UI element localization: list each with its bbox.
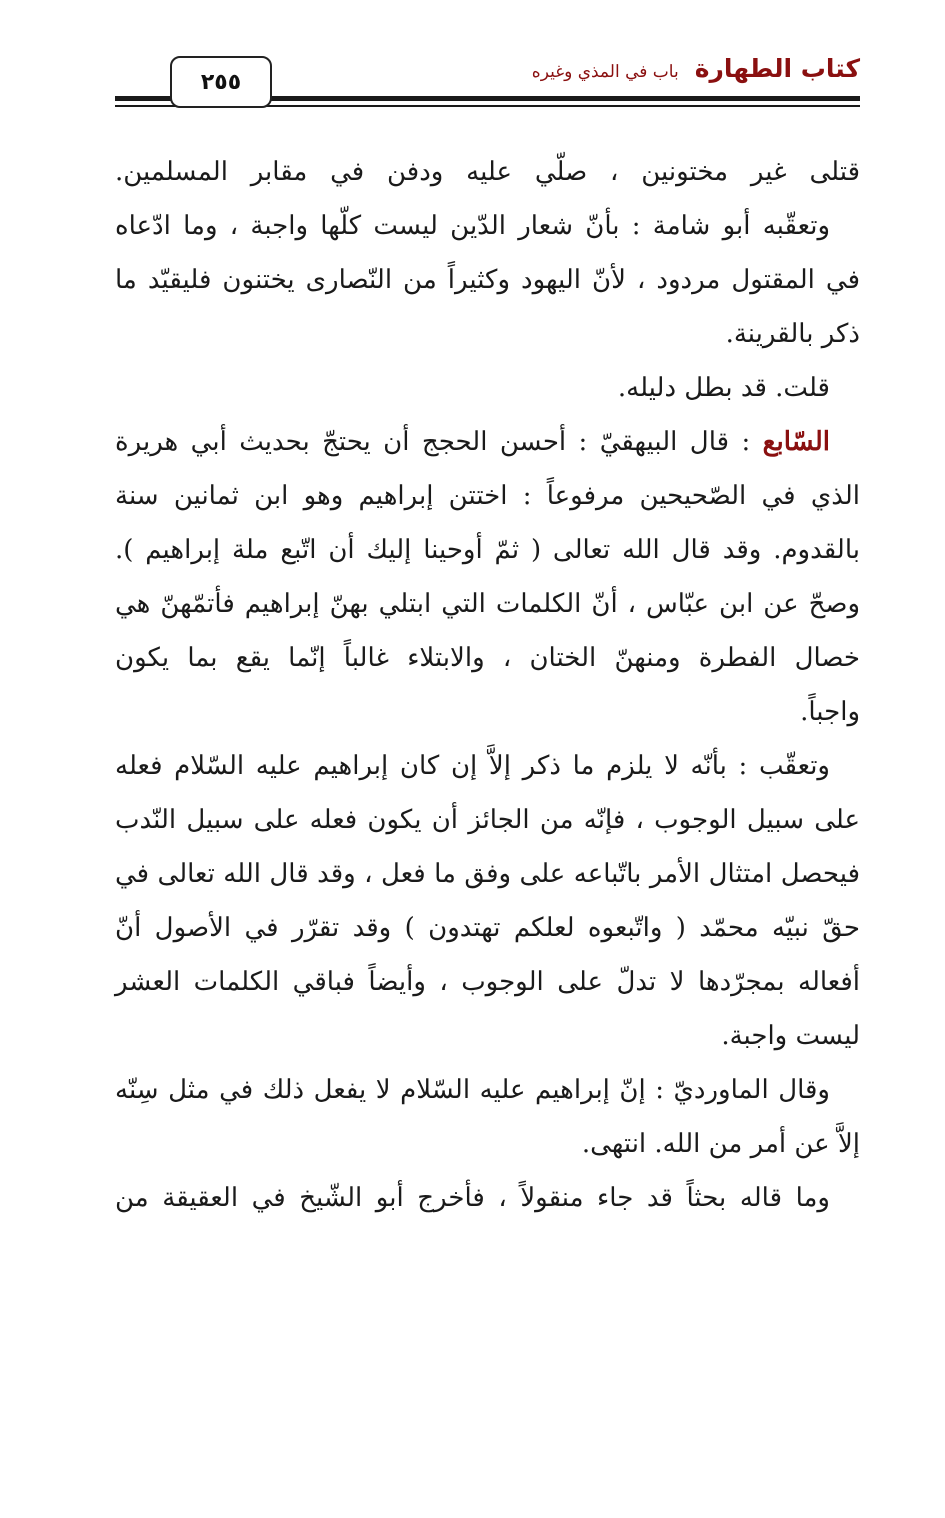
- text-line-7: الذي في الصّحيحين مرفوعاً : اختتن إبراهيم وهو ابن ثمانين سنة: [115, 481, 860, 511]
- section-keyword: السّابع: [762, 427, 831, 457]
- body-text: [115, 145, 860, 1225]
- text-line-13: على سبيل الوجوب ، فإنّه من الجائز أن يكون فعله على سبيل النّدب: [115, 805, 860, 835]
- header-titles: [532, 54, 860, 94]
- page-header: [115, 52, 860, 114]
- text-line-16: أفعاله بمجرّدها لا تدلّ على الوجوب ، وأيضاً فباقي الكلمات العشر: [115, 967, 860, 997]
- book-title: كتاب الطهارة: [694, 54, 860, 83]
- text-line-19: إلاَّ عن أمر من الله. انتهى.: [581, 1129, 860, 1159]
- text-line-6-rest: : قال البيهقيّ : أحسن الحجج أن يحتجّ بحديث أبي هريرة: [115, 427, 751, 457]
- chapter-title: باب في المذي وغيره: [531, 62, 679, 82]
- text-line-2: وتعقّبه أبو شامة : بأنّ شعار الدّين ليست كلّها واجبة ، وما ادّعاه: [115, 211, 830, 241]
- text-line-8: بالقدوم. وقد قال الله تعالى ( ثمّ أوحينا إليك أن اتّبع ملة إبراهيم ).: [115, 535, 860, 565]
- text-line-3: في المقتول مردود ، لأنّ اليهود وكثيراً من النّصارى يختنون فليقيّد ما: [115, 265, 860, 295]
- text-line-15: حقّ نبيّه محمّد ( واتّبعوه لعلكم تهتدون ) وقد تقرّر في الأصول أنّ: [115, 913, 860, 943]
- text-line-17: ليست واجبة.: [721, 1021, 860, 1051]
- text-line-4: ذكر بالقرينة.: [725, 319, 860, 349]
- text-line-1: قتلى غير مختونين ، صلّي عليه ودفن في مقابر المسلمين.: [115, 157, 860, 187]
- text-line-5: قلت. قد بطل دليله.: [617, 373, 830, 403]
- text-line-18: وقال الماورديّ : إنّ إبراهيم عليه السّلام لا يفعل ذلك في مثل سِنّه: [115, 1075, 830, 1105]
- text-line-10: خصال الفطرة ومنهنّ الختان ، والابتلاء غالباً إنّما يقع بما يكون: [115, 643, 860, 673]
- text-line-20: وما قاله بحثاً قد جاء منقولاً ، فأخرج أبو الشّيخ في العقيقة من: [115, 1183, 830, 1213]
- page-number: ٢٥٥: [170, 56, 272, 108]
- text-line-11: واجباً.: [800, 697, 860, 727]
- text-line-6: [115, 415, 860, 469]
- text-line-12: وتعقّب : بأنّه لا يلزم ما ذكر إلاَّ إن كان إبراهيم عليه السّلام فعله: [115, 751, 830, 781]
- text-line-9: وصحّ عن ابن عبّاس ، أنّ الكلمات التي ابتلي بهنّ إبراهيم فأتمّهنّ هي: [115, 589, 860, 619]
- text-line-14: فيحصل امتثال الأمر باتّباعه على وفق ما فعل ، وقد قال الله تعالى في: [115, 859, 860, 889]
